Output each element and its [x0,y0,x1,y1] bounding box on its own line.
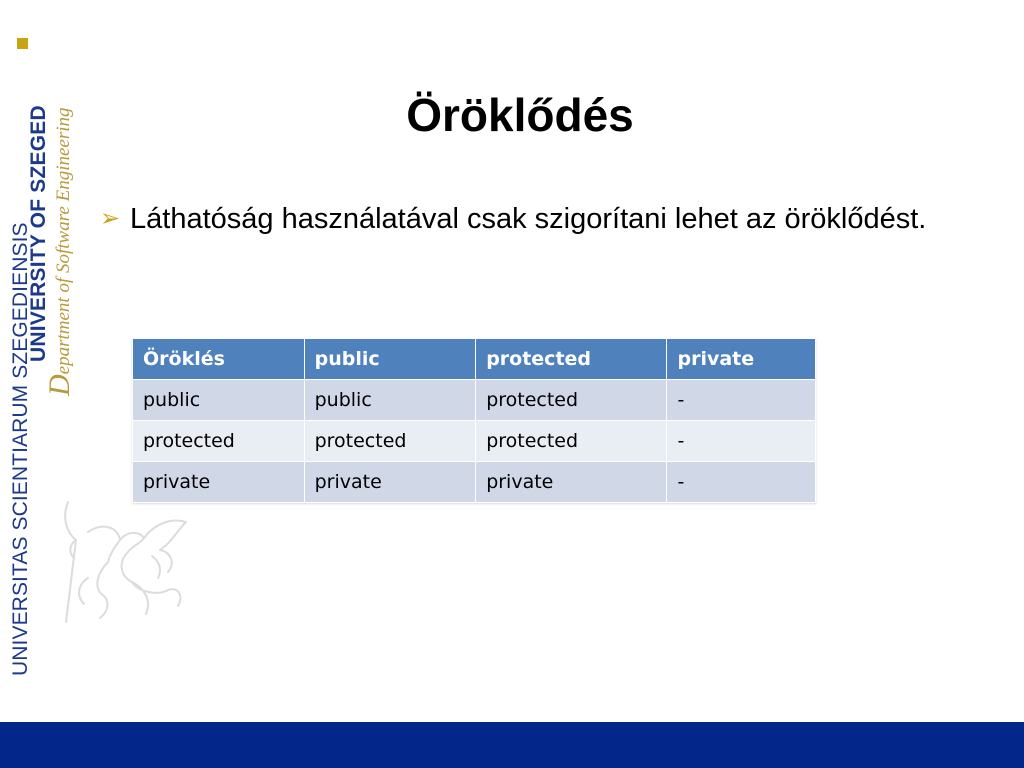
bullet-text: Láthatóság használatával csak szigorítani lehet az öröklődést. [130,203,927,235]
table-cell: - [667,421,816,462]
table-row [133,421,816,462]
table-cell: protected [476,421,667,462]
footer-bar [0,722,1024,768]
arrow-bullet-icon: ➢ [100,205,121,232]
corner-square-icon [17,38,28,49]
table-cell: protected [133,421,305,462]
bullet-item [100,200,940,238]
inheritance-table [132,338,816,503]
university-latin-name: UNIVERSITAS SCIENTIARUM SZEGEDIENSIS [9,222,32,676]
university-english-name: UNIVERSITY OF SZEGED [27,105,50,362]
table-header-cell: public [304,339,476,380]
table-cell: public [304,380,476,421]
department-initial: D [43,374,76,396]
table-cell: private [304,462,476,503]
table-cell: protected [304,421,476,462]
table-cell: public [133,380,305,421]
department-rest: epartment of Software Engineering [53,107,74,375]
department-name [43,107,77,396]
slide-title: Öröklődés [406,89,634,141]
table-header-cell: Öröklés [133,339,305,380]
table-cell: private [476,462,667,503]
griffin-logo-icon [48,492,193,632]
table-header-row [133,339,816,380]
table-row [133,380,816,421]
table-header-cell: protected [476,339,667,380]
table-header-cell: private [667,339,816,380]
table-cell: private [133,462,305,503]
table-cell: protected [476,380,667,421]
table-cell: - [667,462,816,503]
table-row [133,462,816,503]
table-cell: - [667,380,816,421]
